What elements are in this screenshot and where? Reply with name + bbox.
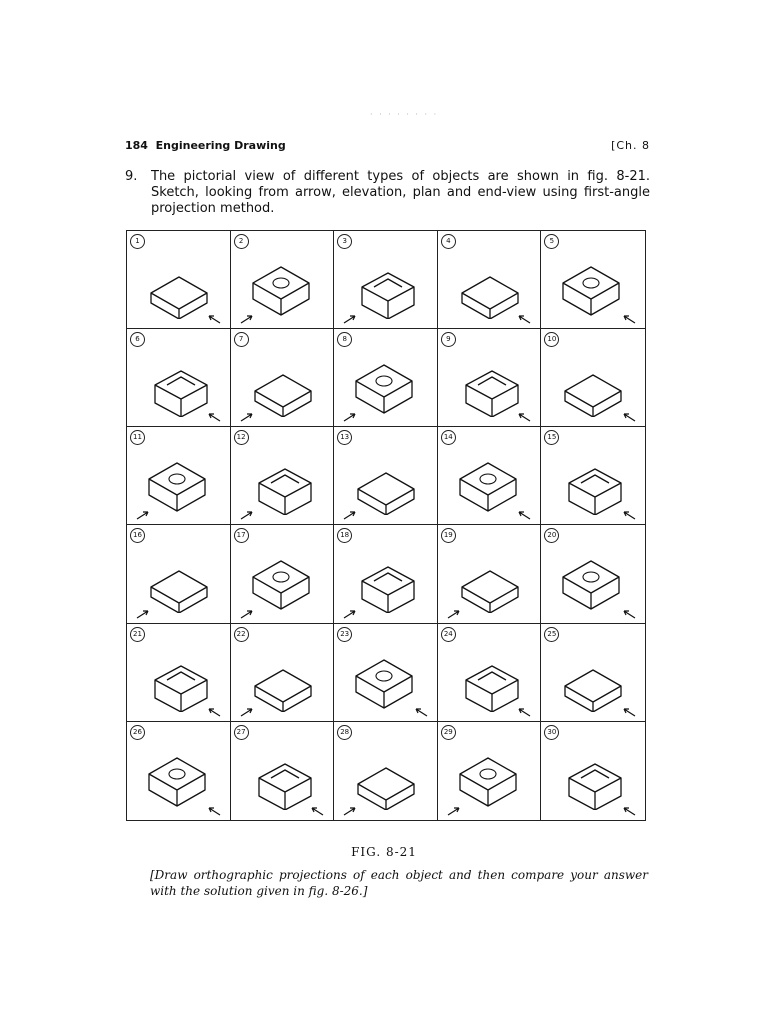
figure-cell [127, 427, 231, 525]
isometric-object-drawing [241, 439, 325, 515]
isometric-object-drawing [241, 537, 325, 613]
isometric-object-drawing [344, 243, 428, 319]
view-direction-arrow-icon [239, 707, 255, 717]
view-direction-arrow-icon [516, 707, 532, 717]
isometric-object-drawing [137, 537, 221, 613]
chapter-label: [Ch. 8 [611, 139, 650, 152]
figure-cell [334, 231, 438, 329]
object-number: 9 [441, 332, 456, 347]
isometric-object-drawing [551, 439, 635, 515]
object-number: 23 [337, 627, 352, 642]
view-direction-arrow-icon [342, 314, 358, 324]
view-direction-arrow-icon [135, 609, 151, 619]
figure-caption: FIG. 8-21 [351, 845, 417, 859]
view-direction-arrow-icon [446, 609, 462, 619]
isometric-object-drawing [448, 734, 532, 810]
isometric-object-drawing [448, 537, 532, 613]
view-direction-arrow-icon [206, 314, 222, 324]
view-direction-arrow-icon [342, 609, 358, 619]
view-direction-arrow-icon [206, 806, 222, 816]
figure-cell [231, 722, 335, 820]
object-number: 20 [544, 528, 559, 543]
view-direction-arrow-icon [446, 806, 462, 816]
figure-cell [127, 624, 231, 722]
object-number: 27 [234, 725, 249, 740]
view-direction-arrow-icon [621, 412, 637, 422]
object-number: 17 [234, 528, 249, 543]
isometric-object-drawing [241, 243, 325, 319]
view-direction-arrow-icon [309, 806, 325, 816]
object-number: 4 [441, 234, 456, 249]
object-number: 25 [544, 627, 559, 642]
object-number: 8 [337, 332, 352, 347]
figure-cell [231, 525, 335, 623]
figure-cell [334, 722, 438, 820]
view-direction-arrow-icon [516, 412, 532, 422]
object-number: 10 [544, 332, 559, 347]
figure-cell [334, 624, 438, 722]
isometric-object-drawing [344, 537, 428, 613]
isometric-object-drawing [241, 341, 325, 417]
isometric-object-drawing [448, 636, 532, 712]
object-number: 14 [441, 430, 456, 445]
isometric-object-drawing [137, 243, 221, 319]
object-number: 6 [130, 332, 145, 347]
figure-cell [438, 231, 542, 329]
view-direction-arrow-icon [516, 510, 532, 520]
isometric-object-drawing [551, 243, 635, 319]
instruction-note: [Draw orthographic projections of each object and then compare your answer with the solution given in fig. 8-26.] [150, 868, 648, 898]
object-number: 28 [337, 725, 352, 740]
view-direction-arrow-icon [621, 707, 637, 717]
isometric-object-drawing [241, 734, 325, 810]
question-text: The pictorial view of different types of objects are shown in fig. 8-21. Sketch, looking from arrow, elevation, plan and end-view using first-angle projection method. [151, 169, 650, 216]
object-number: 2 [234, 234, 249, 249]
question-number: 9. [125, 169, 138, 184]
figure-cell [127, 722, 231, 820]
view-direction-arrow-icon [621, 609, 637, 619]
figure-cell [231, 231, 335, 329]
figure-cell [334, 329, 438, 427]
isometric-object-drawing [344, 734, 428, 810]
view-direction-arrow-icon [239, 314, 255, 324]
view-direction-arrow-icon [239, 412, 255, 422]
view-direction-arrow-icon [342, 510, 358, 520]
figure-cell [541, 525, 645, 623]
view-direction-arrow-icon [342, 412, 358, 422]
object-number: 12 [234, 430, 249, 445]
object-number: 11 [130, 430, 145, 445]
isometric-object-drawing [551, 537, 635, 613]
object-number: 3 [337, 234, 352, 249]
view-direction-arrow-icon [413, 707, 429, 717]
object-number: 24 [441, 627, 456, 642]
view-direction-arrow-icon [621, 510, 637, 520]
object-number: 29 [441, 725, 456, 740]
running-head [125, 139, 650, 152]
figure-cell [541, 624, 645, 722]
view-direction-arrow-icon [206, 707, 222, 717]
object-number: 18 [337, 528, 352, 543]
figure-cell [541, 427, 645, 525]
object-number: 22 [234, 627, 249, 642]
page-number: 184 [125, 139, 148, 152]
isometric-object-drawing [137, 341, 221, 417]
object-number: 30 [544, 725, 559, 740]
isometric-object-drawing [137, 439, 221, 515]
isometric-object-drawing [551, 341, 635, 417]
isometric-object-drawing [137, 636, 221, 712]
figure-grid [126, 230, 646, 821]
header-left [125, 139, 286, 152]
figure-cell [127, 525, 231, 623]
figure-cell [438, 329, 542, 427]
isometric-object-drawing [241, 636, 325, 712]
figure-cell [231, 329, 335, 427]
object-number: 5 [544, 234, 559, 249]
book-title: Engineering Drawing [155, 139, 286, 152]
isometric-object-drawing [448, 439, 532, 515]
isometric-object-drawing [551, 636, 635, 712]
figure-cell [127, 329, 231, 427]
view-direction-arrow-icon [621, 314, 637, 324]
view-direction-arrow-icon [342, 806, 358, 816]
object-number: 13 [337, 430, 352, 445]
figure-cell [334, 427, 438, 525]
figure-cell [438, 722, 542, 820]
view-direction-arrow-icon [621, 806, 637, 816]
figure-cell [541, 231, 645, 329]
figure-cell [231, 427, 335, 525]
object-number: 7 [234, 332, 249, 347]
view-direction-arrow-icon [135, 510, 151, 520]
isometric-object-drawing [448, 341, 532, 417]
isometric-object-drawing [344, 439, 428, 515]
scan-artifact: · · · · · · · · [370, 110, 439, 119]
object-number: 26 [130, 725, 145, 740]
isometric-object-drawing [551, 734, 635, 810]
view-direction-arrow-icon [239, 609, 255, 619]
figure-cell [127, 231, 231, 329]
figure-cell [438, 525, 542, 623]
isometric-object-drawing [137, 734, 221, 810]
figure-cell [334, 525, 438, 623]
figure-cell [541, 329, 645, 427]
object-number: 21 [130, 627, 145, 642]
view-direction-arrow-icon [239, 510, 255, 520]
object-number: 19 [441, 528, 456, 543]
view-direction-arrow-icon [516, 314, 532, 324]
question-block [125, 169, 650, 217]
figure-cell [438, 427, 542, 525]
object-number: 15 [544, 430, 559, 445]
isometric-object-drawing [344, 341, 428, 417]
figure-cell [231, 624, 335, 722]
isometric-object-drawing [448, 243, 532, 319]
figure-cell [438, 624, 542, 722]
figure-cell [541, 722, 645, 820]
isometric-object-drawing [344, 636, 428, 712]
view-direction-arrow-icon [206, 412, 222, 422]
object-number: 1 [130, 234, 145, 249]
object-number: 16 [130, 528, 145, 543]
